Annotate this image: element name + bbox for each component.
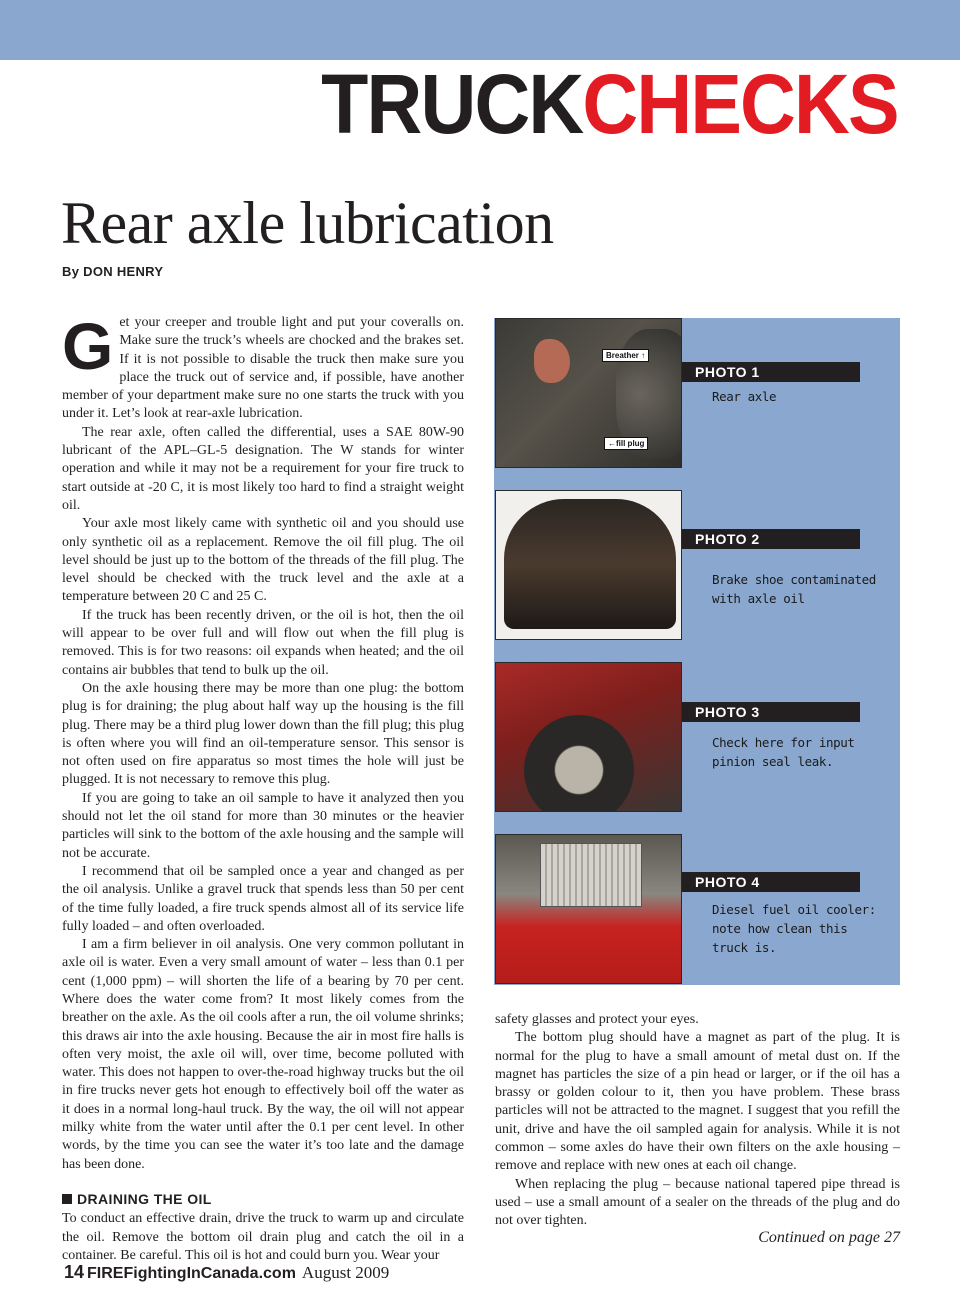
page-number: 14 [64,1262,85,1282]
arrow-up-icon: ↑ [641,351,646,360]
photo-1-label: PHOTO 1 [682,362,860,382]
paragraph-10: safety glasses and protect your eyes. [495,1012,699,1027]
paragraph-2: The rear axle, often called the differential, uses a SAE 80W-90 lubricant of the APL–GL-5 designation. The W stands for winter operation and while it may not be a requirement for your fire truck to start outside at -20 C, it is most likely too hard to find a straight weight oil. [62,424,464,513]
photo-4-label: PHOTO 4 [682,872,860,892]
photo-4-oil-cooler [495,834,682,984]
paragraph-8: I am a firm believer in oil analysis. One very common pollutant in axle oil is water. Even a very small amount of water – less than 0.1 per cent (1,000 ppm) – will shorten the life of a bearing by 70 per cent. Where does the water come from? It most likely comes from the breather on the axle. As the oil cools after a run, the oil volume shrinks; this draws air into the axle housing. Because the air in most fire halls is often very moist, the axle oil will, over time, become polluted with water. This does not happen to over-the-road highway trucks but the oil in fire trucks never gets hot enough to effectively boil off the water as it does in a normal long-haul truck. By the way, the oil will not appear milky white from the water until after the 0.1 per cent level. In other words, by the time you can see the water it’s too late and the damage has been done. [62,937,464,1172]
photo-3-caption: Check here for input pinion seal leak. [712,735,855,769]
photo-4-caption: Diesel fuel oil cooler: note how clean this truck is. [712,902,876,955]
paragraph-1 [62,309,464,424]
paragraph-11: The bottom plug should have a magnet as part of the plug. It is normal for the plug to have a small amount of metal dust on. If the magnet has particles the size of a pin head or larger, or if the oil has a brassy or golden colour to it, then you have problem. These brass particles will not be attracted to the magnet. I suggest that you refill the unit, drive and have the oil sampled again for analysis. While it is not common – some axles do have their own filters on the axle housing – remove and replace with new ones at each oil change. [495,1030,900,1174]
photo-2-caption: Brake shoe contaminated with axle oil [712,572,876,606]
drop-cap: G [62,309,114,383]
paragraph-4: If the truck has been recently driven, or the oil is hot, then the oil will appear to be over full and will flow out when the fill plug is removed. This is for two reasons: oil expands when heated; and the oil contains air bubbles that tend to bulk up the oil. [62,607,464,678]
tire-shape [524,715,634,812]
paragraph-6: If you are going to take an oil sample to have it analyzed then you should not let the oil stand for more than 30 minutes or the heavier particles will sink to the bottom of the axle housing and the sample will not be accurate. [62,790,464,861]
masthead-checks: CHECKS [582,57,898,151]
byline: By DON HENRY [62,264,164,279]
oil-cooler-shape [540,843,642,907]
square-bullet-icon [62,1194,72,1204]
paragraph-5: On the axle housing there may be more than one plug: the bottom plug is for draining; the plug about half way up the housing is the fill plug. There may be a third plug lower down than the fill plug; this plug is often where you will find an oil-temperature sensor. This sensor is not often used on fire apparatus so most times the hole will just be plugged. It is not necessary to remove this plug. [62,680,464,788]
right-column [495,1011,900,1231]
photo-2-brake-shoe [495,490,682,640]
paragraph-9: To conduct an effective drain, drive the truck to warm up and circulate the oil. Remove the bottom oil drain plug and catch the oil in a container. Be careful. This oil is hot and could burn you. Wear your [62,1211,464,1263]
continued-note: Continued on page 27 [758,1229,900,1246]
page-footer [64,1262,389,1283]
photo-1-caption: Rear axle [712,389,777,404]
photo-1-rear-axle [495,318,682,468]
rust-patch-shape [534,339,570,383]
photo-2-label: PHOTO 2 [682,529,860,549]
issue-date: August 2009 [301,1263,390,1282]
section-masthead [321,57,898,151]
left-column [62,309,464,1265]
paragraph-1-text: et your creeper and trouble light and put your coveralls on. Make sure the truck’s wheels are chocked and the brakes set. If it is not possible to disable the truck then make sure you place the truck out of service and, if possible, have another member of your department make sure no one starts the truck with you under it. Let’s look at rear-axle lubrication. [62,315,464,422]
photo-3-label: PHOTO 3 [682,702,860,722]
brake-shoe-shape [504,499,676,629]
article-title: Rear axle lubrication [61,190,554,256]
masthead-truck: TRUCK [321,57,583,151]
paragraph-7: I recommend that oil be sampled once a year and changed as per the oil analysis. Unlike a gravel truck that spends less than 50 per cent of the time fully loaded, a fire truck spends almost all of its service life fully loaded – and often overloaded. [62,863,464,934]
paragraph-12: When replacing the plug – because national tapered pipe thread is used – use a small amount of a sealer on the threads of the plug and do not over tighten. [495,1176,900,1229]
top-color-band [0,0,960,60]
subhead-draining [62,1190,464,1208]
fill-plug-label: ←fill plug [604,437,648,450]
photo-3-pinion [495,662,682,812]
breather-label: Breather ↑ [602,349,649,362]
paragraph-3: Your axle most likely came with synthetic oil and you should use only synthetic oil as a replacement. Remove the oil fill plug. The oil level should be just up to the bottom of the threads of the fill plug. The level should be checked with the truck level and the axle at a temperature between 20 C and 25 C. [62,516,464,605]
subhead-text: DRAINING THE OIL [77,1190,212,1207]
website-name: FIREFightingInCanada.com [87,1265,296,1282]
